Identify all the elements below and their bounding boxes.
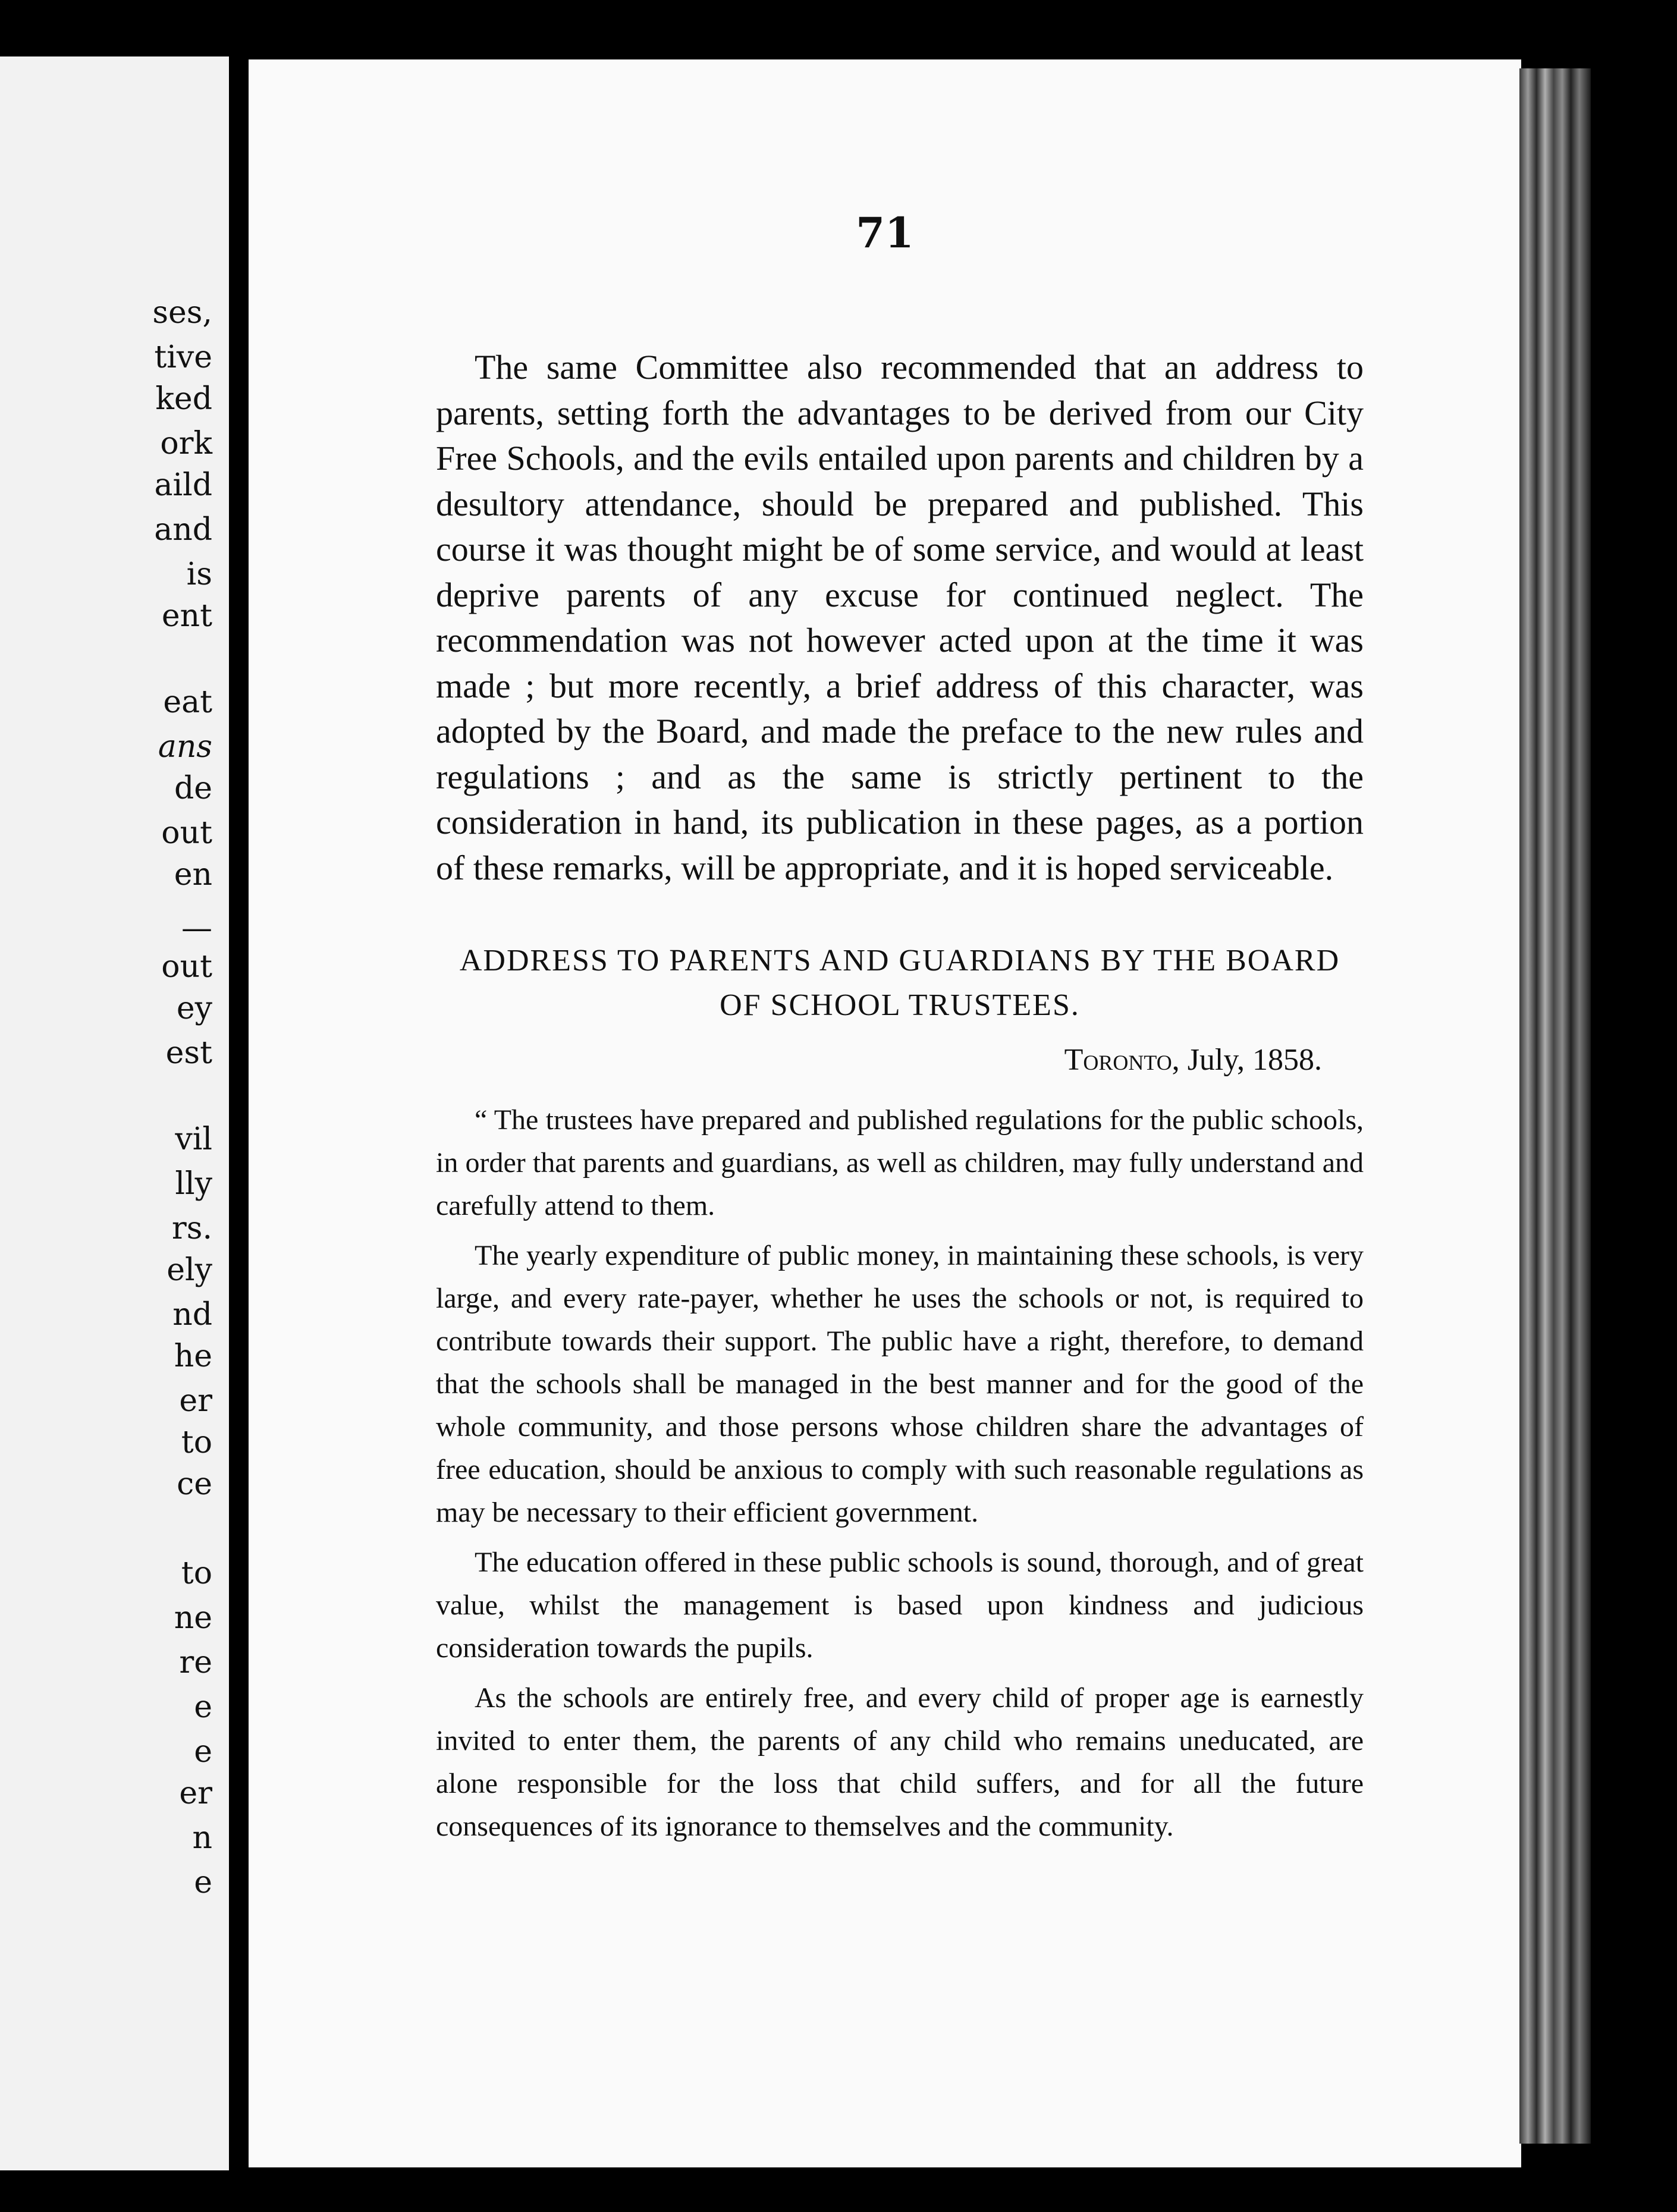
left-page-fragment: n [192, 1820, 212, 1856]
left-page-fragment: ey [176, 991, 212, 1026]
book-fore-edge [1519, 68, 1591, 2144]
address-paragraph: “ The trustees have prepared and published regulations for the public schools, in order that parents and guardians, as well as children, may fully understand and carefully attend to them. [436, 1104, 1364, 1221]
left-page-fragment: ked [155, 381, 212, 417]
address-body [436, 1099, 1364, 1848]
page-number: 71 [856, 208, 914, 257]
left-page-fragment: out [161, 949, 212, 985]
left-page-fragment: eat [163, 684, 212, 720]
left-page-fragment: tive [154, 340, 212, 375]
left-page-fragment: est [165, 1035, 212, 1071]
address-paragraph: The education offered in these public schools is sound, thorough, and of great value, whilst the management is based upon kindness and judicious consideration towards the pupils. [436, 1547, 1364, 1664]
address-paragraph: As the schools are entirely free, and every child of proper age is earnestly invited to enter them, the parents of any child who remains uneducated, are alone responsible for the loss that child suffers, and for all the future consequences of its ignorance to themselves and the community. [436, 1682, 1364, 1842]
left-page-fragment: er [179, 1383, 212, 1419]
left-page-fragment: to [181, 1556, 212, 1591]
left-page-fragment: to [181, 1425, 212, 1460]
left-page-fragment: ses, [152, 295, 212, 331]
page-71 [249, 59, 1521, 2167]
dateline-date: July, 1858. [1187, 1043, 1322, 1077]
left-page-fragment: is [186, 557, 212, 592]
previous-page-edge [0, 56, 229, 2170]
left-page-fragment: out [161, 815, 212, 851]
left-page-fragment: de [174, 771, 212, 806]
address-dateline [436, 1039, 1364, 1081]
left-page-fragment: ork [160, 426, 212, 461]
left-page-fragment: ely [167, 1252, 212, 1288]
address-paragraph: The yearly expenditure of public money, in maintaining these schools, is very large, and every rate-payer, whether he uses the schools or not, is required to contribute towards their support. The public have a right, therefore, to demand that the schools shall be managed in the best manner and for the good of the whole community, and those persons whose children share the advantages of free education, should be anxious to comply with such reasonable regulations as may be necessary to their efficient government. [436, 1240, 1364, 1528]
left-page-fragment: ent [161, 598, 212, 634]
left-page-fragment: he [174, 1338, 212, 1374]
intro-paragraph: The same Committee also recommended that an address to parents, setting forth the advantages to be derived from our City Free Schools, and the evils entailed upon parents and children by a desultory attendance, should be prepared and published. This course it was thought might be of some service, and would at least deprive parents of any excuse for continued neglect. The recommendation was not however acted upon at the time it was made ; but more recently, a brief address of this character, was adopted by the Board, and made the preface to the new rules and regulations ; and as the same is strictly pertinent to the consideration in hand, its publication in these pages, as a portion of these remarks, will be appropriate, and it is hoped serviceable. [436, 348, 1364, 887]
left-page-fragment: aild [154, 467, 212, 503]
left-page-fragment: ans [158, 729, 212, 765]
left-page-fragment: — [181, 910, 212, 946]
address-heading: ADDRESS TO PARENTS AND GUARDIANS BY THE BOARD OF SCHOOL TRUSTEES. [459, 944, 1340, 1022]
dateline-place: Toronto, [1064, 1043, 1180, 1077]
left-page-fragment: re [179, 1645, 212, 1680]
left-page-fragment: er [179, 1776, 212, 1811]
left-page-fragment: vil [175, 1121, 212, 1157]
left-page-fragment: and [154, 512, 212, 548]
left-page-fragment: lly [175, 1166, 212, 1202]
left-page-fragment: rs. [171, 1211, 212, 1246]
left-page-fragment: ne [174, 1600, 212, 1636]
left-page-fragment: e [194, 1865, 212, 1900]
left-page-fragment: ce [177, 1466, 212, 1502]
left-page-fragment: nd [172, 1297, 212, 1333]
left-page-fragment: e [194, 1689, 212, 1725]
left-page-fragment: en [174, 857, 212, 893]
left-page-fragment: e [194, 1734, 212, 1770]
intro-section [436, 345, 1364, 891]
page-content [436, 345, 1364, 1848]
